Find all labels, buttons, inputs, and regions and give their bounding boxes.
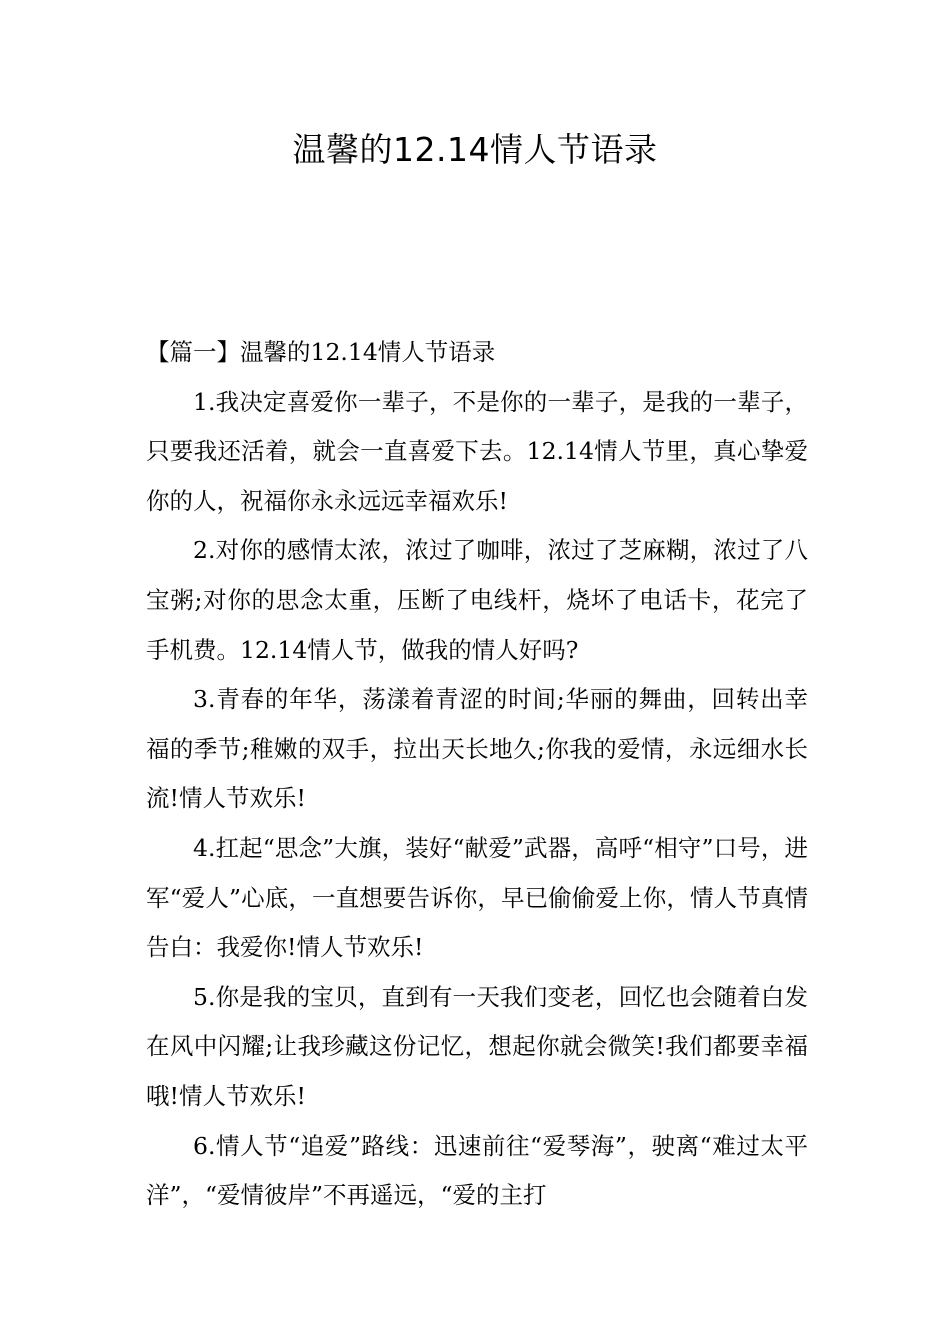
paragraph-3: 3.青春的年华，荡漾着青涩的时间;华丽的舞曲，回转出幸福的季节;稚嫩的双手，拉出天长地久;你我的爱情，永远细水长流!情人节欢乐!	[146, 685, 808, 813]
document-body	[146, 328, 808, 1221]
paragraph-6: 6.情人节“追爱”路线：迅速前往“爱琴海”，驶离“难过太平洋”，“爱情彼岸”不再遥远，“爱的主打	[146, 1131, 808, 1210]
paragraph-2: 2.对你的感情太浓，浓过了咖啡，浓过了芝麻糊，浓过了八宝粥;对你的思念太重，压断了电线杆，烧坏了电话卡，花完了手机费。12.14情人节，做我的情人好吗?	[146, 536, 808, 664]
document-title: 温馨的12.14情人节语录	[292, 130, 658, 169]
paragraph-5: 5.你是我的宝贝，直到有一天我们变老，回忆也会随着白发在风中闪耀;让我珍藏这份记忆，想起你就会微笑!我们都要幸福哦!情人节欢乐!	[146, 982, 808, 1110]
paragraph-1: 1.我决定喜爱你一辈子，不是你的一辈子，是我的一辈子，只要我还活着，就会一直喜爱下去。12.14情人节里，真心挚爱你的人，祝福你永永远远幸福欢乐!	[146, 387, 808, 515]
paragraph-4: 4.扛起“思念”大旗，装好“献爱”武器，高呼“相守”口号，进军“爱人”心底，一直想要告诉你，早已偷偷爱上你，情人节真情告白：我爱你!情人节欢乐!	[146, 833, 808, 962]
section-heading: 【篇一】温馨的12.14情人节语录	[146, 338, 496, 366]
